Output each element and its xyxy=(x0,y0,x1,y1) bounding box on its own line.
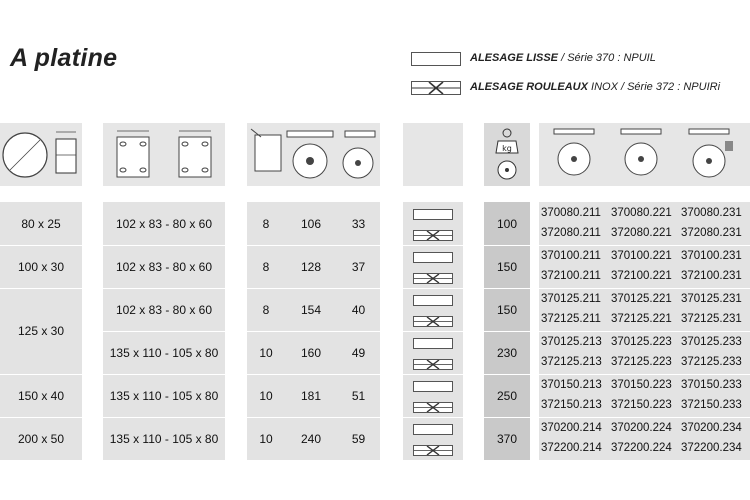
total-height: 106 xyxy=(300,216,322,231)
reference-code: 370200.214 xyxy=(541,422,602,434)
reference-code: 370125.223 xyxy=(611,336,672,348)
load-capacity: 100 xyxy=(496,216,518,231)
reference-code: 372200.234 xyxy=(681,442,742,454)
reference-code: 370080.221 xyxy=(611,207,672,219)
load-capacity: 250 xyxy=(496,388,518,403)
plate-size: 135 x 110 - 105 x 80 xyxy=(109,345,219,360)
reference-code: 372100.211 xyxy=(541,270,601,282)
reference-code: 372200.214 xyxy=(541,442,602,454)
wheel-size: 100 x 30 xyxy=(17,259,65,274)
swivel-caster-icon xyxy=(247,123,380,186)
row-divider xyxy=(539,331,750,332)
hole-diameter: 10 xyxy=(259,345,273,360)
offset: 49 xyxy=(351,345,366,360)
smooth-bore-symbol xyxy=(411,52,461,66)
roller-bore-symbol xyxy=(413,402,453,413)
total-height: 181 xyxy=(300,388,322,403)
reference-code: 372080.231 xyxy=(681,227,742,239)
reference-code: 370150.233 xyxy=(681,379,742,391)
page-title: A platine xyxy=(10,44,118,72)
legend-smooth-bold: ALESAGE LISSE xyxy=(470,52,559,64)
reference-code: 370125.221 xyxy=(611,293,672,305)
load-weight-icon xyxy=(484,123,530,186)
reference-code: 372100.231 xyxy=(681,270,742,282)
header-caster xyxy=(247,123,380,186)
reference-code: 372100.221 xyxy=(611,270,672,282)
plate-size: 102 x 83 - 80 x 60 xyxy=(115,302,213,317)
row-divider xyxy=(0,374,82,375)
smooth-bore-symbol xyxy=(413,381,453,392)
wheel-dimension-icon xyxy=(0,123,82,186)
roller-bore-symbol xyxy=(413,359,453,370)
load-capacity: 370 xyxy=(496,431,518,446)
wheel-size: 80 x 25 xyxy=(21,216,61,231)
reference-code: 370125.231 xyxy=(681,293,742,305)
swivel-caster-icon xyxy=(554,129,594,175)
legend-smooth xyxy=(470,52,656,64)
smooth-bore-symbol xyxy=(413,209,453,220)
plate-size: 102 x 83 - 80 x 60 xyxy=(115,216,213,231)
hole-diameter: 10 xyxy=(259,431,273,446)
reference-code: 370100.221 xyxy=(611,250,672,262)
reference-code: 372125.231 xyxy=(681,313,742,325)
roller-bore-symbol xyxy=(411,81,461,95)
offset: 51 xyxy=(351,388,366,403)
reference-code: 370150.213 xyxy=(541,379,602,391)
roller-bore-symbol xyxy=(413,316,453,327)
row-divider xyxy=(0,417,82,418)
legend-roller-bold: ALESAGE ROULEAUX xyxy=(470,81,588,93)
legend-smooth-rest: / Série 370 : NPUIL xyxy=(558,52,656,64)
row-divider xyxy=(539,245,750,246)
row-divider xyxy=(539,417,750,418)
hole-diameter: 8 xyxy=(262,216,270,231)
reference-code: 370125.213 xyxy=(541,336,602,348)
plate-size: 135 x 110 - 105 x 80 xyxy=(109,431,219,446)
header-load xyxy=(484,123,530,186)
roller-bore-symbol xyxy=(413,445,453,456)
offset: 59 xyxy=(351,431,366,446)
total-height: 160 xyxy=(300,345,322,360)
reference-code: 370200.224 xyxy=(611,422,672,434)
row-divider xyxy=(539,288,750,289)
load-capacity: 150 xyxy=(496,259,518,274)
reference-code: 372080.221 xyxy=(611,227,672,239)
smooth-bore-symbol xyxy=(413,338,453,349)
plate-hole-pattern-icon xyxy=(103,123,225,186)
smooth-bore-symbol xyxy=(413,295,453,306)
reference-code: 370125.233 xyxy=(681,336,742,348)
reference-code: 372125.221 xyxy=(611,313,672,325)
reference-code: 372150.223 xyxy=(611,399,672,411)
wheel-size: 125 x 30 xyxy=(17,324,65,338)
hole-diameter: 8 xyxy=(262,259,270,274)
offset: 33 xyxy=(351,216,366,231)
wheel-size: 200 x 50 xyxy=(17,431,65,446)
header-wheel xyxy=(0,123,82,186)
header-refs xyxy=(539,123,750,186)
row-divider xyxy=(0,288,82,289)
reference-code: 370100.211 xyxy=(541,250,601,262)
reference-code: 372150.213 xyxy=(541,399,602,411)
total-height: 240 xyxy=(300,431,322,446)
roller-bore-symbol xyxy=(413,230,453,241)
legend-roller-rest: INOX / Série 372 : NPUIRi xyxy=(587,81,721,93)
row-divider xyxy=(403,374,463,375)
row-divider xyxy=(539,374,750,375)
row-divider xyxy=(403,417,463,418)
header-plate xyxy=(103,123,225,186)
header-bore xyxy=(403,123,463,186)
reference-code: 370080.231 xyxy=(681,207,742,219)
plate-size: 102 x 83 - 80 x 60 xyxy=(115,259,213,274)
row-divider xyxy=(0,245,82,246)
reference-code: 372125.213 xyxy=(541,356,602,368)
total-height: 154 xyxy=(300,302,322,317)
roller-bore-symbol xyxy=(413,273,453,284)
row-divider xyxy=(403,245,463,246)
hole-diameter: 10 xyxy=(259,388,273,403)
reference-code: 372125.211 xyxy=(541,313,601,325)
row-divider xyxy=(403,331,463,332)
reference-code: 370080.211 xyxy=(541,207,601,219)
plate-size: 135 x 110 - 105 x 80 xyxy=(109,388,219,403)
reference-code: 372080.211 xyxy=(541,227,601,239)
reference-code: 372200.224 xyxy=(611,442,672,454)
smooth-bore-symbol xyxy=(413,424,453,435)
reference-code: 372150.233 xyxy=(681,399,742,411)
wheel-size: 150 x 40 xyxy=(17,388,65,403)
load-capacity: 150 xyxy=(496,302,518,317)
reference-code: 372125.223 xyxy=(611,356,672,368)
reference-code: 370150.223 xyxy=(611,379,672,391)
smooth-bore-symbol xyxy=(413,252,453,263)
total-height: 128 xyxy=(300,259,322,274)
row-divider xyxy=(403,288,463,289)
offset: 40 xyxy=(351,302,366,317)
offset: 37 xyxy=(351,259,366,274)
rigid-caster-icon xyxy=(621,129,661,175)
reference-code: 370100.231 xyxy=(681,250,742,262)
reference-code: 372125.233 xyxy=(681,356,742,368)
load-capacity: 230 xyxy=(496,345,518,360)
reference-code: 370200.234 xyxy=(681,422,742,434)
reference-code: 370125.211 xyxy=(541,293,601,305)
legend-roller xyxy=(470,81,720,93)
svg-text:kg: kg xyxy=(502,144,512,153)
hole-diameter: 8 xyxy=(262,302,270,317)
brake-caster-icon xyxy=(689,129,733,177)
